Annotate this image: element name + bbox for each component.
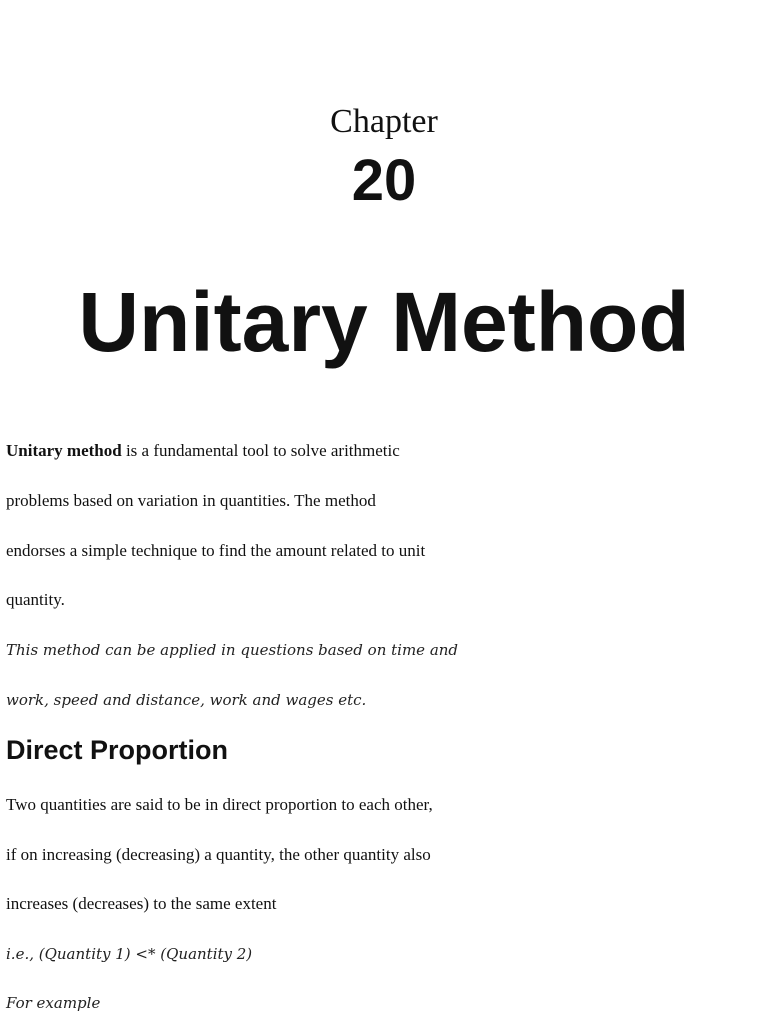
- intro-paragraph-line-4: quantity.: [6, 590, 65, 609]
- direct-proportion-formula: i.e., (Quantity 1) <* (Quantity 2): [6, 945, 253, 963]
- chapter-number: 20: [351, 148, 417, 213]
- direct-proportion-line-2: if on increasing (decreasing) a quantity, the other quantity also: [6, 845, 431, 864]
- direct-proportion-line-1: Two quantities are said to be in direct proportion to each other,: [6, 795, 433, 814]
- intro-paragraph-line-2: problems based on variation in quantities. The method: [6, 491, 376, 510]
- direct-proportion-line-3: increases (decreases) to the same extent: [6, 894, 277, 913]
- chapter-label: Chapter: [330, 103, 438, 140]
- intro-note-line-2: work, speed and distance, work and wages etc.: [6, 691, 367, 709]
- direct-proportion-example-label: For example: [6, 994, 101, 1012]
- intro-note-line-1: This method can be applied in questions based on time and: [6, 641, 459, 659]
- section-heading-direct-proportion: Direct Proportion: [6, 735, 229, 765]
- intro-paragraph-line-3: endorses a simple technique to find the amount related to unit: [6, 541, 426, 560]
- chapter-title: Unitary Method: [78, 275, 690, 369]
- intro-paragraph-line-1: [6, 439, 400, 463]
- intro-term: Unitary method: [6, 441, 122, 460]
- intro-line-1-rest: is a fundamental tool to solve arithmetic: [121, 441, 400, 460]
